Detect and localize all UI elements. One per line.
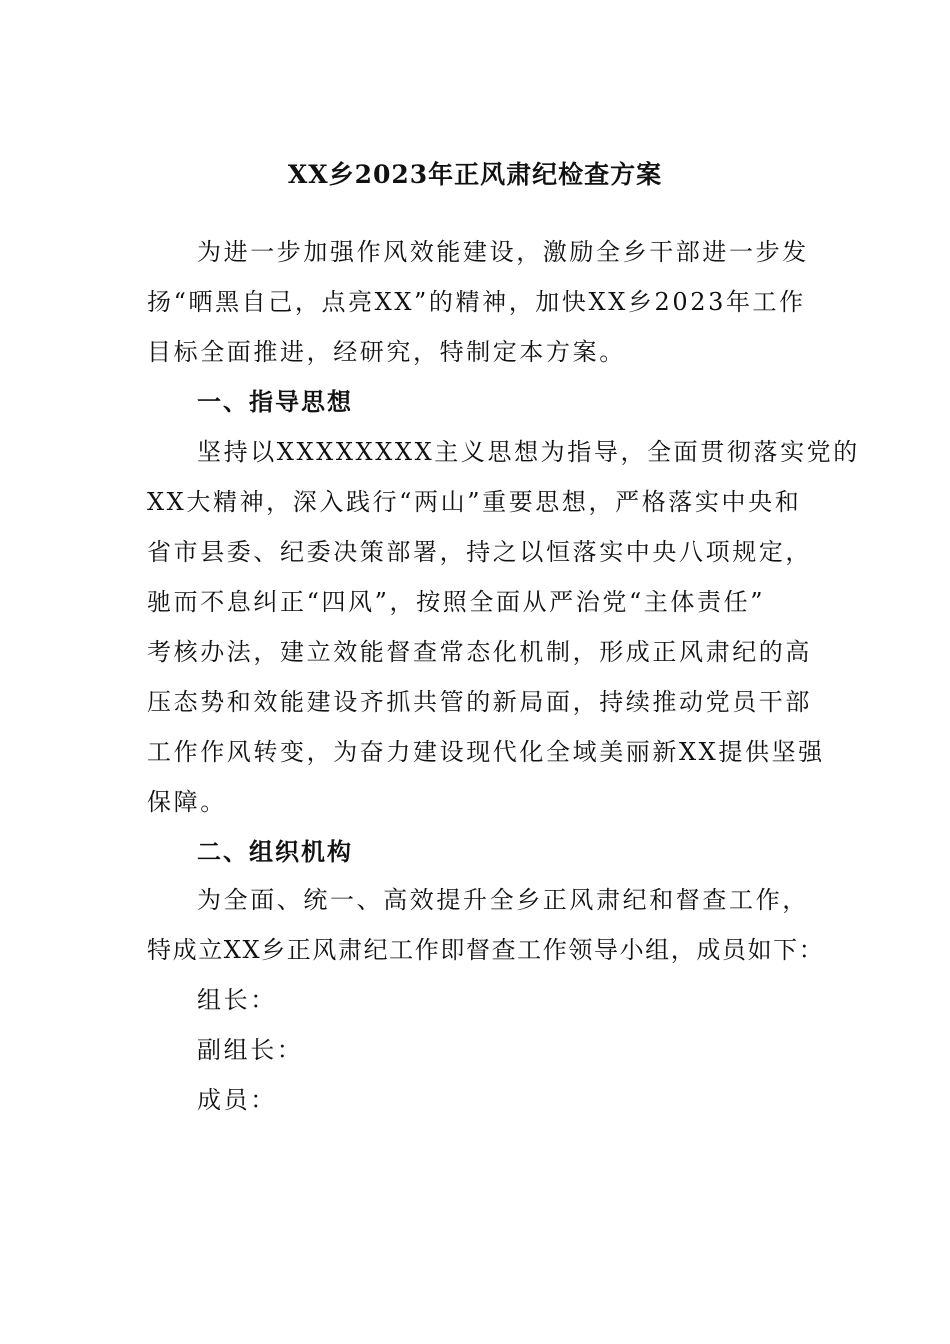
paragraph-line: 为进一步加强作风效能建设，激励全乡干部进一步发: [197, 238, 809, 266]
section-heading-organization: 二、组织机构: [197, 837, 353, 866]
paragraph-line: 特成立XX乡正风肃纪工作即督查工作领导小组，成员如下：: [147, 936, 825, 964]
paragraph-line: 坚持以XXXXXXXX主义思想为指导，全面贯彻落实党的: [197, 438, 860, 466]
paragraph-line: 为全面、统一、高效提升全乡正风肃纪和督查工作，: [197, 886, 809, 914]
paragraph-line: 扬“晒黑自己，点亮XX”的精神，加快XX乡2023年工作: [147, 288, 806, 316]
paragraph-line: 保障。: [147, 788, 227, 816]
paragraph-line: 省市县委、纪委决策部署，持之以恒落实中央八项规定，: [147, 538, 812, 566]
role-members: 成员：: [197, 1086, 277, 1114]
section-heading-guiding-ideology: 一、指导思想: [197, 387, 353, 416]
paragraph-line: 考核办法，建立效能督查常态化机制，形成正风肃纪的高: [147, 638, 812, 666]
document-title: XX乡2023年正风肃纪检查方案: [287, 160, 663, 189]
role-deputy-leader: 副组长：: [197, 1036, 304, 1064]
role-leader: 组长：: [197, 986, 277, 1014]
paragraph-line: XX大精神，深入践行“两山”重要思想，严格落实中央和: [147, 488, 802, 516]
paragraph-line: 压态势和效能建设齐抓共管的新局面，持续推动党员干部: [147, 688, 812, 716]
paragraph-line: 工作作风转变，为奋力建设现代化全域美丽新XX提供坚强: [147, 738, 825, 766]
paragraph-line: 驰而不息纠正“四风”，按照全面从严治党“主体责任”: [147, 588, 766, 616]
paragraph-line: 目标全面推进，经研究，特制定本方案。: [147, 338, 626, 366]
